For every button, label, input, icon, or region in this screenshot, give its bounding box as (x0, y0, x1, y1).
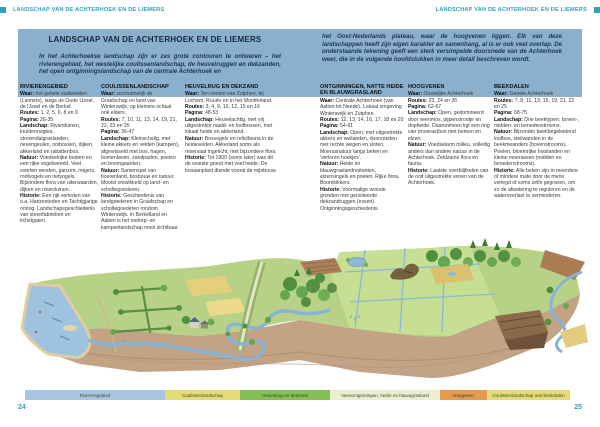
legend-label: Hoogveen (453, 392, 474, 398)
field-label: Landschap: (320, 129, 349, 136)
legend-rivierengebied (25, 390, 165, 400)
field-label: Natuur: (408, 142, 427, 149)
field-label: Natuur: (101, 167, 120, 174)
field-label: Pagina: (320, 123, 339, 130)
moor-pool (448, 272, 457, 276)
landscape-cross-section-illustration (0, 232, 600, 390)
field-label: Waar: (408, 91, 423, 98)
field-label: Historie: (494, 167, 515, 174)
field-label: Natuur: (20, 154, 39, 161)
field-label: Historie: (408, 167, 429, 174)
field-text: Alle beken zijn in meerdere of mindere mate door de mens verlegd of soms zelfs gegraven, om zo de afwatering te reguleren en de wateroverlast te verminderen. (494, 167, 579, 199)
column-entry (185, 155, 279, 174)
field-label: Landschap: (20, 123, 49, 130)
field-text: Tot 1900 (soms later) was dit de woeste grond met veel heide. De bosaanplant diende vooral de mijnbouw. (185, 154, 277, 174)
field-label: Routes: (20, 110, 40, 117)
field-text: Voedselarm milieu, volledig anders dan andere natuur in de Achterhoek. Zeldzame flora en fauna. (408, 142, 491, 168)
field-text: Open, gedomineerd door veenmos, pijpenstrootje en dopheide. Daaromheen ligt een ring van (moeras)bos met berken en elzen. (408, 110, 490, 142)
column-ontginningen-natte-heide (320, 84, 405, 212)
field-label: Landschap: (101, 135, 130, 142)
legend-label: Heuvelrug en dekzand (262, 392, 308, 398)
column-title: ONTGINNINGEN, NATTE HEIDE EN BLAUWGRASLAND (320, 84, 404, 97)
column-entry (101, 136, 180, 168)
field-label: Waar: (494, 91, 509, 98)
field-label: Waar: (101, 91, 116, 98)
field-text: Voedselrijke bodem en een rijke vogelwereld. Veel soorten eenden, ganzen, reigers, roofvogels en rietvogels. Bijzondere flora van uiterwaarden, dijken en rivierduinen. (20, 154, 99, 193)
field-text: Geschiedenis van landgoederen in Graafschap en scholtegoederen rondom Winterswijk. In Berkelland en Aalten is het esdorp- en kampenlandschap mooi zichtbaar. (101, 192, 179, 231)
column-entry (185, 91, 279, 104)
column-entry (408, 110, 490, 142)
legend-veenontginningen (330, 390, 440, 400)
column-heuvelrug-en-dekzand (185, 84, 279, 174)
field-label: Pagina: (185, 110, 204, 117)
page-edge-tab-right (594, 7, 600, 13)
field-text: 68-75 (514, 110, 528, 117)
column-title: HOOGVENEN (408, 84, 445, 90)
field-text: Laatste overblijfselen van de ooit uitgestrekte venen van de Achterhoek. (408, 167, 489, 187)
field-label: Natuur: (185, 135, 204, 142)
field-label: Historie: (20, 192, 41, 199)
column-coulissenlandschap (101, 84, 180, 231)
legend-label: Coulissenlandschap met beekdalen (492, 392, 565, 398)
column-entry (408, 168, 490, 187)
field-label: Pagina: (101, 129, 120, 136)
intro-paragraph-left: In het Achterhoekse landschap zijn er zes grote contouren te ontwaren – het rivierengebied, het westelijke coulissenlandschap, de heuvelruggen en dekzanden, het open ontginningslandschap van de centrale Achterhoek en (39, 53, 281, 76)
page-number-right: 25 (574, 404, 582, 411)
field-text: Centrale Achterhoek (van Aalten tot Neede). Lokaal omgeving Winterswijk en Zutphen. (320, 97, 402, 117)
legend-label: Coulissenlandschap (181, 392, 224, 398)
field-text: Bijzonder beekbegeleidend loofbos, steilwanden in de beekmeanders (bovenstrooms). Poelen, bloemrijke hooilanden en kleine moerassen (midden en benedenstrooms). (494, 129, 576, 168)
column-entry (494, 117, 580, 130)
field-text: Oostelijke Achterhoek (423, 91, 474, 98)
column-entry (20, 91, 98, 110)
field-text: 1, 2, 5, 6, 8 en 9 (40, 110, 78, 117)
legend-label: Rivierengebied (79, 392, 111, 398)
sandbank (63, 325, 77, 331)
column-entry (494, 129, 580, 167)
field-label: Historie: (101, 192, 122, 199)
field-text: 26-35 (40, 116, 54, 123)
pond (348, 258, 366, 267)
field-text: Heuvelachtig, met vrij uitgestrekte naald- en loofbossen, met lokaal heide en akkerland. (185, 116, 273, 136)
running-header-left: LANDSCHAP VAN DE ACHTERHOEK EN DE LIEMERS (13, 7, 165, 13)
field-label: Routes: (320, 116, 340, 123)
intro-paragraph-right: het Oost-Nederlands plateau, waar de hoogvenen liggen. Elk van deze landschappen heeft zijn eigen karakter en samenhang, al is er ook veel overlap. De onderstaande tekening geeft een sterk versimpelde doorsnede van de Achterhoek weer, die in de volgende hoofdstukken in meer detail beschreven wordt. (322, 33, 562, 63)
column-title: HEUVELRUG EN DEKZAND (185, 84, 259, 90)
legend-hoogveen (440, 390, 487, 400)
field-text: 62-67 (428, 104, 442, 111)
column-entry (101, 168, 180, 193)
column-entry (320, 130, 405, 162)
field-label: Waar: (20, 91, 35, 98)
field-label: Pagina: (408, 104, 427, 111)
column-entry (320, 187, 405, 212)
field-label: Natuur: (494, 129, 513, 136)
legend-coulissenlandschap (165, 390, 240, 400)
column-entry (494, 168, 580, 200)
column-hoogvenen (408, 84, 490, 187)
illustration-legend (25, 390, 570, 400)
column-entry (101, 117, 180, 130)
field-text: 3, 4, 9, 10, 12, 15 en 16 (205, 104, 260, 111)
field-label: Routes: (185, 104, 205, 111)
field-label: Historie: (320, 186, 341, 193)
column-entry (20, 193, 98, 225)
field-text: Ten oosten van Zutphen, bij Lochem, Ruurlo en in het Montferland. (185, 91, 273, 104)
field-text: 54-61 (340, 123, 354, 130)
column-entry (408, 142, 490, 167)
field-text: het gehele zuidwesten (Liemers), langs de Oude IJssel, de IJssel en de Berkel. (20, 91, 94, 111)
field-text: Samenspel van boerenland, bosbouw en natuur. Mooist ontwikkeld op land- en scholtegoederen. (101, 167, 175, 193)
column-title: RIVIERENGEBIED (20, 84, 68, 90)
field-text: Een rijk verleden van o.a. Hanzesteden en Tachtigjarige oorlog. Landschapsgeschiedenis van steenfabrieken en tichelgaten. (20, 192, 98, 225)
column-title: BEEKDALEN (494, 84, 529, 90)
field-text: 7, 10, 11, 13, 14, 19, 21, 22, 23 en 25 (101, 116, 177, 130)
field-text: 7, 8, 11, 13, 15, 19, 21, 22 en 25 (494, 97, 575, 111)
column-entry (185, 117, 279, 136)
column-entry (20, 155, 98, 193)
field-label: Landschap: (494, 116, 523, 123)
column-beekdalen (494, 84, 580, 199)
field-text: Gehele Achterhoek (509, 91, 554, 98)
field-label: Landschap: (185, 116, 214, 123)
column-entry (320, 161, 405, 186)
field-text: Open, met uitgestrekte akkers en weilanden, doorsneden met rechte wegen en sloten. Moerasnatuur langs beken en 'verloren hoekjes'. (320, 129, 403, 161)
chapter-title: LANDSCHAP VAN DE ACHTERHOEK EN DE LIEMERS (48, 35, 262, 44)
field-label: Waar: (185, 91, 200, 98)
field-text: 36-47 (121, 129, 135, 136)
column-rivierengebied (20, 84, 98, 225)
field-label: Routes: (408, 97, 428, 104)
column-entry (101, 91, 180, 116)
column-entry (494, 98, 580, 111)
column-entry (185, 136, 279, 155)
field-label: Pagina: (20, 116, 39, 123)
column-entry (101, 193, 180, 231)
legend-coulissen-met-beekdalen (487, 390, 570, 400)
column-entry (20, 123, 98, 155)
field-text: 48-53 (205, 110, 219, 117)
field-label: Routes: (494, 97, 514, 104)
column-title: COULISSENLANDSCHAP (101, 84, 169, 90)
field-text: voornamelijk de Graafschap en land van Winterswijk; op kleinere schaal ook elders. (101, 91, 172, 117)
field-text: Rivierduinen, kruidenruigtes, stroomdalgraslanden, nevengeulen, ooibossen, dijken, akkerland en rabattenbos. (20, 123, 94, 155)
field-label: Pagina: (494, 110, 513, 117)
column-entry (320, 98, 405, 117)
field-label: Routes: (101, 116, 121, 123)
field-text: Voormalige woeste gronden met geïsoleerde dekzandruggen (essen). Ontginningsgeschiedenis. (320, 186, 386, 212)
field-text: Kleinschalig, met kleine akkers en velden (kampen), afgewisseld met bos, hagen, bomenlanen, zandpaden, poelen en boomgaarden. (101, 135, 180, 168)
field-text: Heide en blauwgraslandrestanten, elzensingels en poelen. Rijke flora, Boomkikkers. (320, 161, 400, 187)
field-text: Bosvogels en relictfauna in de heidevelden. Akkerland soms als reservaat ingericht, met bijzondere flora. (185, 135, 277, 155)
field-label: Waar: (320, 97, 335, 104)
field-label: Historie: (185, 154, 206, 161)
running-header-right: LANDSCHAP VAN DE ACHTERHOEK EN DE LIEMERS (435, 7, 587, 13)
field-label: Natuur: (320, 161, 339, 168)
field-label: Landschap: (408, 110, 437, 117)
field-text: Drie beektypen: boven-, midden- en benedenstrooms. (494, 116, 579, 130)
field-text: 23, 24 en 26 (428, 97, 458, 104)
page-number-left: 24 (18, 404, 26, 411)
legend-label: Veenontginningen, heide en blauwgrasland (341, 392, 429, 398)
page-edge-tab-left (0, 7, 6, 13)
legend-heuvelrug-en-dekzand (240, 390, 330, 400)
field-text: 12, 13, 14, 16, 17, 18 en 20 (340, 116, 404, 123)
